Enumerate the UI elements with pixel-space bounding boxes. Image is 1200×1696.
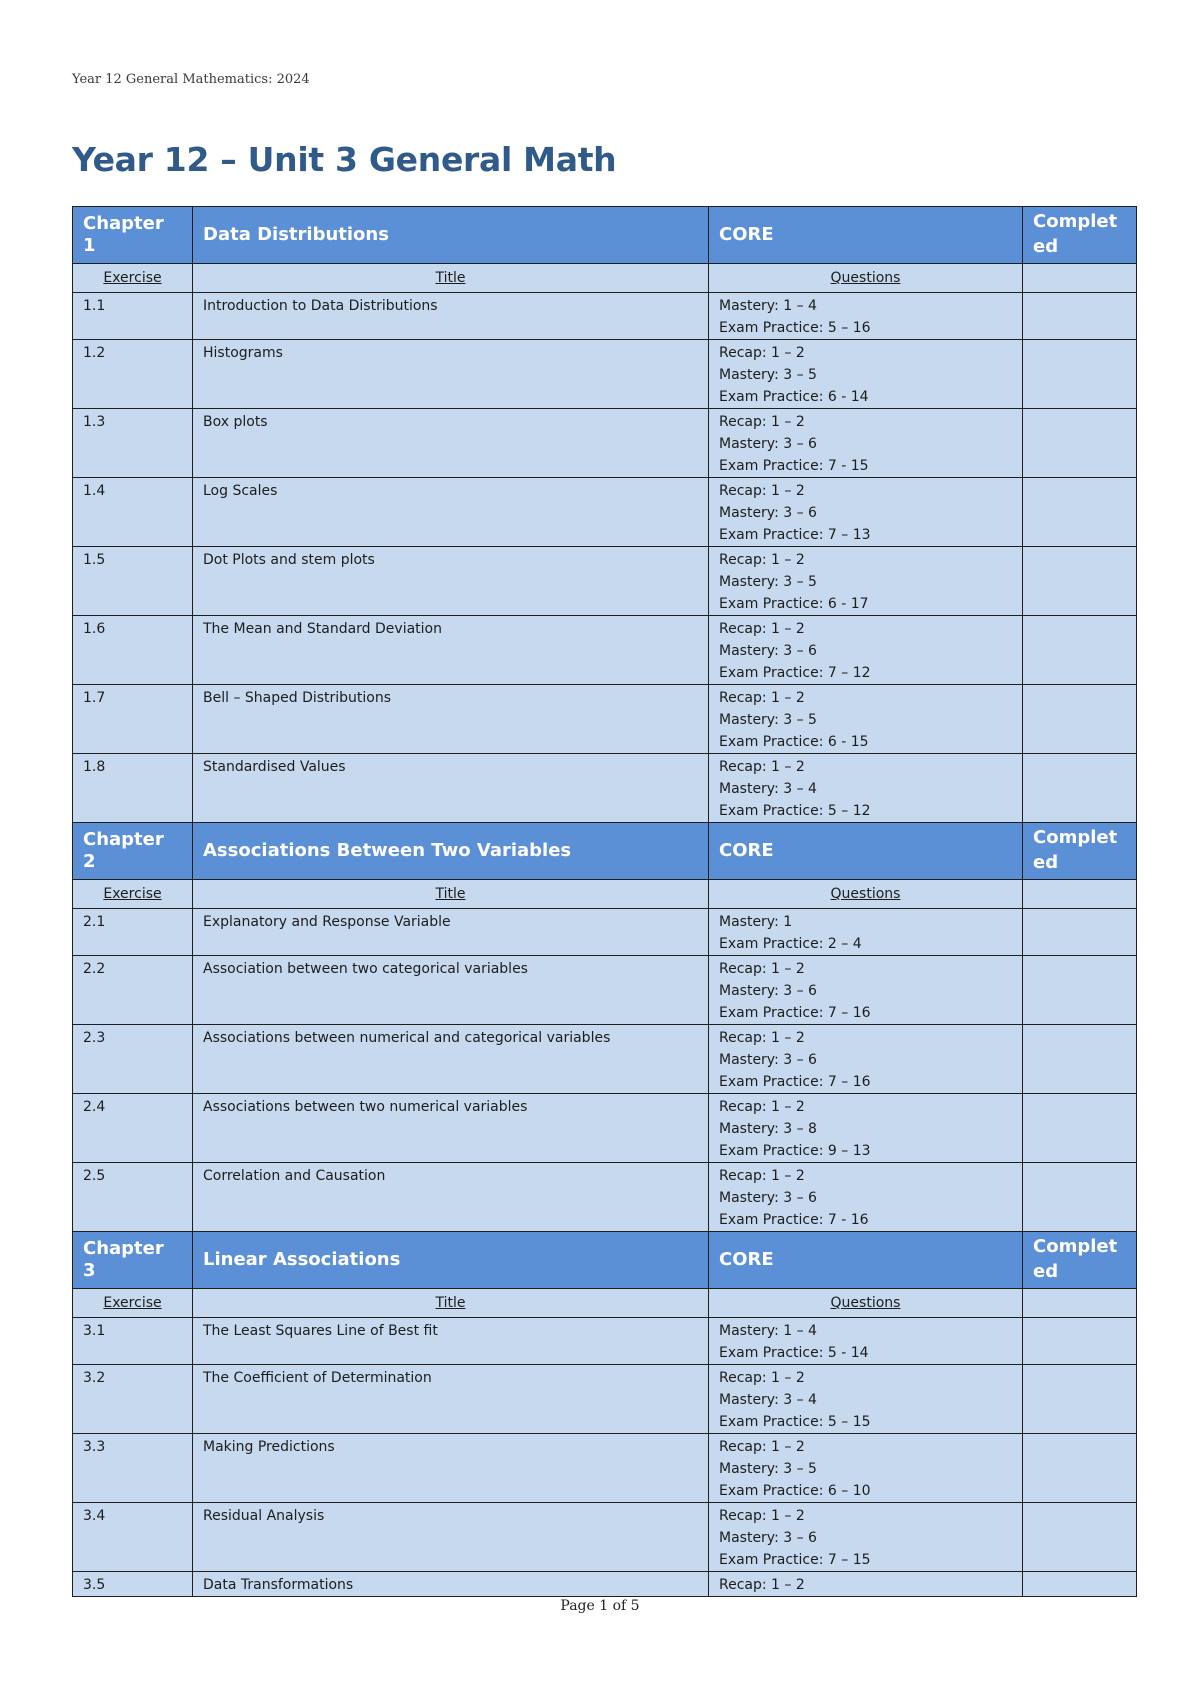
question-range: Recap: 1 – 2	[719, 345, 805, 361]
exercise-questions	[709, 1163, 1023, 1232]
completed-checkbox-cell[interactable]	[1023, 909, 1137, 956]
exercise-number: 2.4	[73, 1094, 193, 1163]
table-row	[73, 1318, 1137, 1365]
question-range: Exam Practice: 5 – 16	[719, 320, 871, 336]
table-row	[73, 754, 1137, 823]
exercise-questions	[709, 478, 1023, 547]
core-label: CORE	[709, 1232, 1023, 1289]
table-row	[73, 685, 1137, 754]
exercise-number: 3.1	[73, 1318, 193, 1365]
table-row	[73, 409, 1137, 478]
question-range: Exam Practice: 5 - 14	[719, 1345, 869, 1361]
core-label: CORE	[709, 823, 1023, 880]
question-range: Exam Practice: 6 - 14	[719, 389, 869, 405]
completed-checkbox-cell[interactable]	[1023, 293, 1137, 340]
exercise-number: 3.3	[73, 1434, 193, 1503]
chapter-header-row	[73, 1232, 1137, 1289]
exercise-title: Associations between two numerical variables	[193, 1094, 709, 1163]
exercise-title: Making Predictions	[193, 1434, 709, 1503]
table-row	[73, 293, 1137, 340]
complete-label: Completed	[1023, 1232, 1137, 1289]
exercise-number: 1.1	[73, 293, 193, 340]
question-range: Exam Practice: 7 – 12	[719, 665, 871, 681]
exercise-questions	[709, 547, 1023, 616]
question-range: Recap: 1 – 2	[719, 690, 805, 706]
exercise-title: Associations between numerical and categorical variables	[193, 1025, 709, 1094]
completed-checkbox-cell[interactable]	[1023, 1163, 1137, 1232]
table-row	[73, 909, 1137, 956]
question-range: Mastery: 3 – 5	[719, 367, 817, 383]
exercise-questions	[709, 616, 1023, 685]
chapter-name: Data Distributions	[193, 207, 709, 264]
exercise-title: Standardised Values	[193, 754, 709, 823]
question-range: Exam Practice: 9 – 13	[719, 1143, 871, 1159]
column-header-row	[73, 264, 1137, 293]
exercise-number: 1.2	[73, 340, 193, 409]
completed-checkbox-cell[interactable]	[1023, 1365, 1137, 1434]
question-range: Mastery: 3 – 6	[719, 643, 817, 659]
exercise-number: 1.8	[73, 754, 193, 823]
question-range: Mastery: 3 – 6	[719, 436, 817, 452]
exercise-number: 3.4	[73, 1503, 193, 1572]
question-range: Recap: 1 – 2	[719, 483, 805, 499]
complete-label: Completed	[1023, 823, 1137, 880]
study-plan-body	[73, 207, 1137, 1597]
exercise-title: The Coefficient of Determination	[193, 1365, 709, 1434]
chapter-label: Chapter 1	[73, 207, 193, 264]
completed-checkbox-cell[interactable]	[1023, 1572, 1137, 1597]
exercise-title: Introduction to Data Distributions	[193, 293, 709, 340]
table-row	[73, 1572, 1137, 1597]
exercise-number: 1.7	[73, 685, 193, 754]
question-range: Exam Practice: 2 – 4	[719, 936, 862, 952]
chapter-header-row	[73, 207, 1137, 264]
question-range: Mastery: 3 – 5	[719, 574, 817, 590]
exercise-number: 2.3	[73, 1025, 193, 1094]
question-range: Recap: 1 – 2	[719, 621, 805, 637]
question-range: Recap: 1 – 2	[719, 1099, 805, 1115]
question-range: Exam Practice: 5 – 15	[719, 1414, 871, 1430]
column-header-completed	[1023, 880, 1137, 909]
question-range: Exam Practice: 7 – 13	[719, 527, 871, 543]
question-range: Recap: 1 – 2	[719, 759, 805, 775]
table-row	[73, 1163, 1137, 1232]
chapter-header-row	[73, 823, 1137, 880]
question-range: Recap: 1 – 2	[719, 1168, 805, 1184]
exercise-number: 2.1	[73, 909, 193, 956]
table-row	[73, 616, 1137, 685]
exercise-questions	[709, 1094, 1023, 1163]
column-header-title: Title	[193, 264, 709, 293]
exercise-number: 1.3	[73, 409, 193, 478]
column-header-completed	[1023, 1289, 1137, 1318]
table-row	[73, 1365, 1137, 1434]
exercise-number: 3.2	[73, 1365, 193, 1434]
column-header-completed	[1023, 264, 1137, 293]
question-range: Mastery: 1 – 4	[719, 1323, 817, 1339]
question-range: Exam Practice: 7 – 16	[719, 1005, 871, 1021]
question-range: Mastery: 3 – 4	[719, 1392, 817, 1408]
study-plan-table	[72, 206, 1137, 1597]
question-range: Exam Practice: 7 – 16	[719, 1074, 871, 1090]
exercise-questions	[709, 956, 1023, 1025]
exercise-questions	[709, 1503, 1023, 1572]
exercise-questions	[709, 1025, 1023, 1094]
exercise-number: 1.4	[73, 478, 193, 547]
question-range: Exam Practice: 6 – 10	[719, 1483, 871, 1499]
column-header-exercise: Exercise	[73, 264, 193, 293]
exercise-questions	[709, 1318, 1023, 1365]
completed-checkbox-cell[interactable]	[1023, 478, 1137, 547]
question-range: Mastery: 1	[719, 914, 793, 930]
question-range: Exam Practice: 5 – 12	[719, 803, 871, 819]
column-header-questions: Questions	[709, 880, 1023, 909]
question-range: Exam Practice: 6 - 17	[719, 596, 869, 612]
exercise-title: Histograms	[193, 340, 709, 409]
question-range: Exam Practice: 7 - 16	[719, 1212, 869, 1228]
table-row	[73, 1503, 1137, 1572]
table-row	[73, 1094, 1137, 1163]
exercise-title: Data Transformations	[193, 1572, 709, 1597]
column-header-row	[73, 1289, 1137, 1318]
complete-label: Completed	[1023, 207, 1137, 264]
column-header-title: Title	[193, 880, 709, 909]
column-header-questions: Questions	[709, 264, 1023, 293]
exercise-title: Dot Plots and stem plots	[193, 547, 709, 616]
column-header-exercise: Exercise	[73, 880, 193, 909]
question-range: Recap: 1 – 2	[719, 1370, 805, 1386]
chapter-label: Chapter 3	[73, 1232, 193, 1289]
exercise-questions	[709, 1365, 1023, 1434]
completed-checkbox-cell[interactable]	[1023, 409, 1137, 478]
exercise-title: Explanatory and Response Variable	[193, 909, 709, 956]
exercise-number: 2.2	[73, 956, 193, 1025]
question-range: Recap: 1 – 2	[719, 961, 805, 977]
completed-checkbox-cell[interactable]	[1023, 1318, 1137, 1365]
question-range: Recap: 1 – 2	[719, 1030, 805, 1046]
question-range: Exam Practice: 7 – 15	[719, 1552, 871, 1568]
column-header-exercise: Exercise	[73, 1289, 193, 1318]
completed-checkbox-cell[interactable]	[1023, 547, 1137, 616]
page-title: Year 12 – Unit 3 General Math	[72, 140, 617, 179]
exercise-questions	[709, 340, 1023, 409]
completed-checkbox-cell[interactable]	[1023, 340, 1137, 409]
question-range: Mastery: 3 – 6	[719, 1052, 817, 1068]
exercise-number: 3.5	[73, 1572, 193, 1597]
table-row	[73, 478, 1137, 547]
question-range: Mastery: 3 – 6	[719, 1530, 817, 1546]
exercise-questions	[709, 754, 1023, 823]
question-range: Mastery: 3 – 4	[719, 781, 817, 797]
question-range: Mastery: 3 – 6	[719, 983, 817, 999]
question-range: Mastery: 3 – 6	[719, 505, 817, 521]
exercise-title: Log Scales	[193, 478, 709, 547]
chapter-label: Chapter 2	[73, 823, 193, 880]
completed-checkbox-cell[interactable]	[1023, 685, 1137, 754]
exercise-title: The Mean and Standard Deviation	[193, 616, 709, 685]
exercise-questions	[709, 409, 1023, 478]
table-row	[73, 1025, 1137, 1094]
exercise-questions	[709, 1572, 1023, 1597]
question-range: Recap: 1 – 2	[719, 414, 805, 430]
question-range: Mastery: 3 – 5	[719, 1461, 817, 1477]
completed-checkbox-cell[interactable]	[1023, 1503, 1137, 1572]
question-range: Mastery: 3 – 6	[719, 1190, 817, 1206]
completed-checkbox-cell[interactable]	[1023, 1094, 1137, 1163]
completed-checkbox-cell[interactable]	[1023, 956, 1137, 1025]
column-header-row	[73, 880, 1137, 909]
running-header: Year 12 General Mathematics: 2024	[72, 72, 310, 87]
column-header-questions: Questions	[709, 1289, 1023, 1318]
exercise-number: 1.5	[73, 547, 193, 616]
question-range: Recap: 1 – 2	[719, 1508, 805, 1524]
exercise-title: Residual Analysis	[193, 1503, 709, 1572]
page-number: Page 1 of 5	[560, 1598, 640, 1614]
question-range: Exam Practice: 6 - 15	[719, 734, 869, 750]
exercise-questions	[709, 1434, 1023, 1503]
exercise-questions	[709, 909, 1023, 956]
table-row	[73, 1434, 1137, 1503]
core-label: CORE	[709, 207, 1023, 264]
table-row	[73, 340, 1137, 409]
exercise-questions	[709, 685, 1023, 754]
question-range: Mastery: 3 – 8	[719, 1121, 817, 1137]
column-header-title: Title	[193, 1289, 709, 1318]
question-range: Recap: 1 – 2	[719, 1577, 805, 1593]
chapter-name: Linear Associations	[193, 1232, 709, 1289]
exercise-questions	[709, 293, 1023, 340]
exercise-title: The Least Squares Line of Best fit	[193, 1318, 709, 1365]
exercise-number: 2.5	[73, 1163, 193, 1232]
exercise-title: Correlation and Causation	[193, 1163, 709, 1232]
question-range: Recap: 1 – 2	[719, 1439, 805, 1455]
chapter-name: Associations Between Two Variables	[193, 823, 709, 880]
exercise-title: Bell – Shaped Distributions	[193, 685, 709, 754]
exercise-title: Association between two categorical variables	[193, 956, 709, 1025]
table-row	[73, 547, 1137, 616]
table-row	[73, 956, 1137, 1025]
completed-checkbox-cell[interactable]	[1023, 754, 1137, 823]
question-range: Mastery: 1 – 4	[719, 298, 817, 314]
completed-checkbox-cell[interactable]	[1023, 616, 1137, 685]
question-range: Exam Practice: 7 - 15	[719, 458, 869, 474]
completed-checkbox-cell[interactable]	[1023, 1434, 1137, 1503]
completed-checkbox-cell[interactable]	[1023, 1025, 1137, 1094]
question-range: Recap: 1 – 2	[719, 552, 805, 568]
exercise-title: Box plots	[193, 409, 709, 478]
question-range: Mastery: 3 – 5	[719, 712, 817, 728]
exercise-number: 1.6	[73, 616, 193, 685]
